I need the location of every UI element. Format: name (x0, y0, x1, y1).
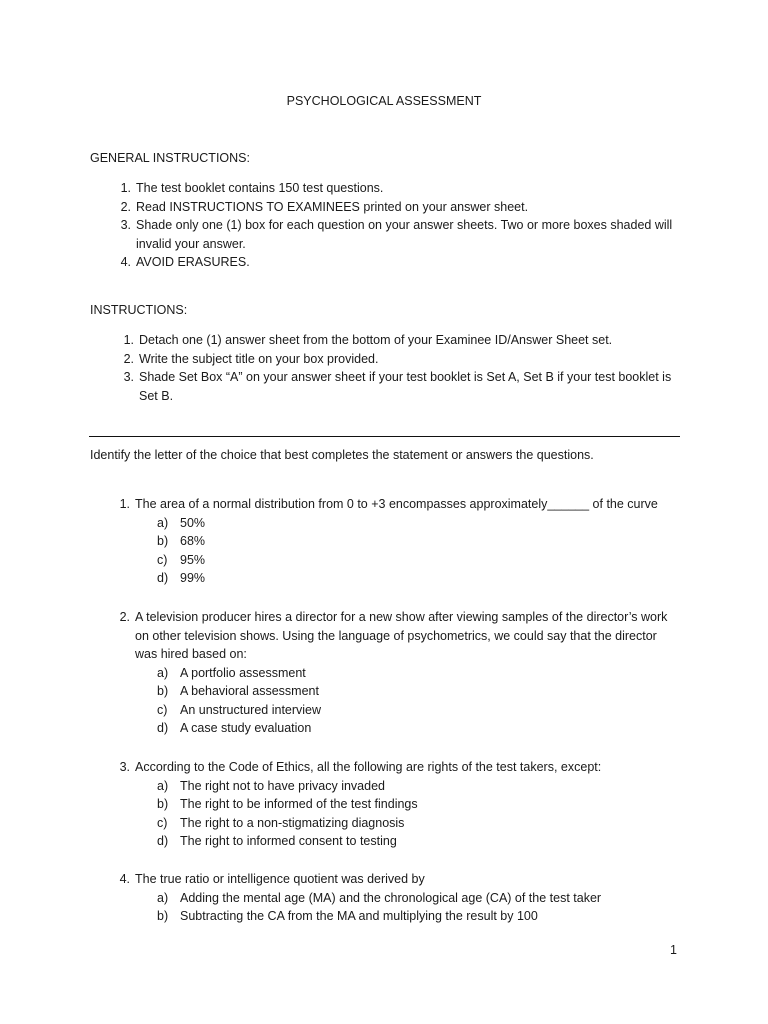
question-number: 3. (119, 760, 130, 774)
question-text: A television producer hires a director for a new show after viewing samples of the director’s work on other television shows. Using the language of psychometrics, we could say that the director was hired based on: (135, 610, 668, 661)
list-item: 2. Write the subject title on your box provided. (123, 351, 379, 366)
choice-item: b) 68% (157, 534, 206, 548)
list-item: 1. The test booklet contains 150 test questions. (120, 181, 384, 195)
question-text: According to the Code of Ethics, all the following are rights of the test takers, except: (135, 760, 602, 774)
question-4 (119, 870, 680, 926)
document-title: PSYCHOLOGICAL ASSESSMENT (286, 94, 482, 108)
list-item: 4. AVOID ERASURES. (120, 255, 250, 269)
instructions-list (123, 331, 681, 405)
list-item: 3. Shade only one (1) box for each question on your answer sheets. Two or more boxes shaded will invalid your answer. (120, 218, 673, 251)
choice-item: c) The right to a non-stigmatizing diagnosis (157, 815, 405, 830)
section-divider (89, 436, 680, 437)
directions-text: Identify the letter of the choice that best completes the statement or answers the questions. (90, 448, 594, 462)
choices-list (157, 777, 680, 851)
choice-item: a) The right not to have privacy invaded (157, 778, 385, 793)
question-text: The true ratio or intelligence quotient was derived by (135, 872, 425, 886)
choice-item: d) The right to informed consent to testing (157, 834, 397, 848)
list-item: 3. Shade Set Box “A” on your answer sheet if your test booklet is Set A, Set B if your test booklet is Set B. (123, 370, 672, 403)
question-2 (119, 608, 680, 738)
choice-item: a) Adding the mental age (MA) and the chronological age (CA) of the test taker (157, 890, 602, 905)
choices-list (157, 889, 680, 926)
choice-item: b) Subtracting the CA from the MA and multiplying the result by 100 (157, 909, 538, 923)
general-instructions-heading: GENERAL INSTRUCTIONS: (90, 151, 250, 165)
question-number: 2. (119, 610, 130, 624)
question-1 (119, 495, 680, 588)
choice-item: b) A behavioral assessment (157, 684, 319, 698)
choice-item: a) A portfolio assessment (157, 665, 306, 680)
list-item: 1. Detach one (1) answer sheet from the bottom of your Examinee ID/Answer Sheet set. (123, 333, 613, 347)
choice-item: c) 95% (157, 552, 206, 567)
choice-item: d) A case study evaluation (157, 721, 312, 735)
choices-list (157, 664, 680, 738)
question-text: The area of a normal distribution from 0 to +3 encompasses approximately______ of the curve (135, 497, 658, 511)
list-item: 2. Read INSTRUCTIONS TO EXAMINEES printed on your answer sheet. (120, 199, 529, 214)
choice-item: c) An unstructured interview (157, 702, 322, 717)
page-number: 1 (670, 943, 677, 957)
choices-list (157, 514, 680, 588)
question-number: 1. (119, 497, 130, 511)
question-number: 4. (119, 872, 130, 886)
general-instructions-list (120, 179, 681, 272)
question-3 (119, 758, 680, 851)
choice-item: b) The right to be informed of the test findings (157, 797, 418, 811)
choice-item: a) 50% (157, 515, 206, 530)
choice-item: d) 99% (157, 571, 206, 585)
instructions-heading: INSTRUCTIONS: (90, 303, 188, 317)
